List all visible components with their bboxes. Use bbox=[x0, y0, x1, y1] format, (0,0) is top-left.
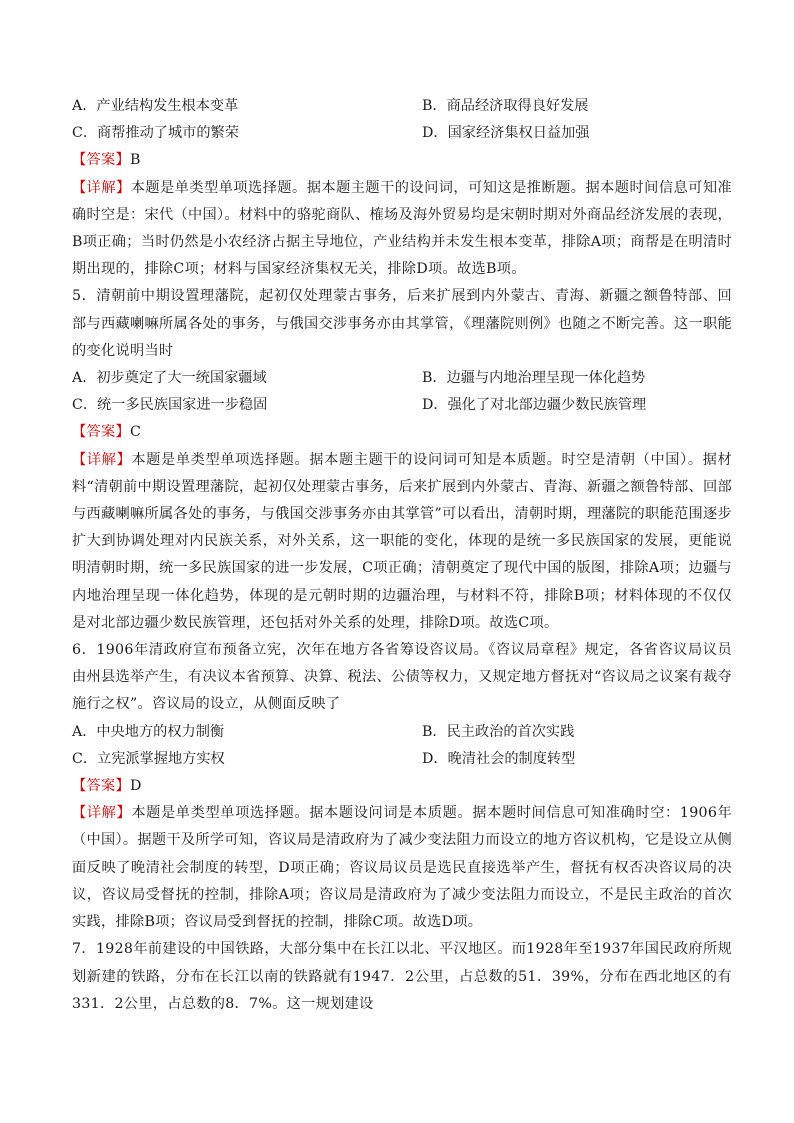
q5-option-a[interactable]: A．初步奠定了大一统国家疆域 bbox=[72, 370, 267, 387]
q4-explanation-text: 本题是单类型单项选择题。据本题主题干的设问词，可知这是推断题。据本题时间信息可知准确时空是：宋代（中国）。材料中的骆驼商队、榷场及海外贸易均是宋朝时期对外商品经济发展的表现，B项正确；当时仍然是小农经济占据主导地位，产业结构并未发生根本变革，排除A项；商帮是在明清时期出现的，排除C项；材料与国家经济集权无关，排除D项。故选B项。 bbox=[72, 179, 732, 278]
q4-options-row-2 bbox=[72, 120, 732, 147]
q5-options-row-2 bbox=[72, 392, 732, 419]
q5-option-d[interactable]: D．强化了对北部边疆少数民族管理 bbox=[422, 397, 647, 414]
q6-options-row-1 bbox=[72, 719, 732, 746]
q5-stem: 5．清朝前中期设置理藩院，起初仅处理蒙古事务，后来扩展到内外蒙古、青海、新疆之额鲁特部、回部与西藏喇嘛所属各处的事务，与俄国交涉事务亦由其掌管，《理藩院则例》也随之不断完善。这一职能的变化说明当时 bbox=[72, 288, 732, 359]
answer-tag: 【答案】 bbox=[72, 152, 130, 169]
q6-answer bbox=[72, 773, 732, 800]
q4-option-d[interactable]: D．国家经济集权日益加强 bbox=[422, 125, 590, 142]
q5-options-row-1 bbox=[72, 365, 732, 392]
q6-option-d[interactable]: D．晚清社会的制度转型 bbox=[422, 750, 576, 767]
q6-option-c[interactable]: C．立宪派掌握地方实权 bbox=[72, 750, 225, 767]
q6-stem: 6．1906年清政府宣布预备立宪，次年在地方各省筹设咨议局。《咨议局章程》规定，各省咨议局议员由州县选举产生，有决议本省预算、决算、税法、公债等权力，又规定地方督抚对“咨议局之议案有裁夺施行之权”。咨议局的设立，从侧面反映了 bbox=[72, 642, 732, 713]
q4-option-a[interactable]: A．产业结构发生根本变革 bbox=[72, 98, 239, 114]
q4-option-c[interactable]: C．商帮推动了城市的繁荣 bbox=[72, 125, 239, 142]
explain-tag: 【详解】 bbox=[72, 805, 132, 822]
q4-options-row-1 bbox=[72, 93, 732, 120]
q4-option-b[interactable]: B．商品经济取得良好发展 bbox=[422, 98, 589, 114]
explain-tag: 【详解】 bbox=[72, 451, 132, 468]
q6-explanation-text: 本题是单类型单项选择题。据本题设问词是本质题。据本题时间信息可知准确时空：1906年（中国）。据题干及所学可知，咨议局是清政府为了减少变法阻力而设立的地方咨议机构，它是设立从侧面反映了晚清社会制度的转型，D项正确；咨议局议员是选民直接选举产生，督抚有权否决咨议局的决议，咨议局受督抚的控制，排除A项；咨议局是清政府为了减少变法阻力而设立，不是民主政治的首次实践，排除B项；咨议局受到督抚的控制，排除C项。故选D项。 bbox=[72, 805, 732, 931]
answer-tag: 【答案】 bbox=[72, 778, 130, 795]
q6-option-a[interactable]: A．中央地方的权力制衡 bbox=[72, 723, 225, 740]
q5-answer bbox=[72, 419, 732, 446]
q6-option-b[interactable]: B．民主政治的首次实践 bbox=[422, 723, 575, 740]
answer-tag: 【答案】 bbox=[72, 424, 130, 441]
exam-page bbox=[72, 93, 732, 1018]
q5-explanation bbox=[72, 447, 732, 637]
q7-stem: 7．1928年前建设的中国铁路，大部分集中在长江以北、平汉地区。而1928年至1937年国民政府所规划新建的铁路，分布在长江以南的铁路就有1947．2公里，占总数的51．39%，分布在西北地区的有331．2公里，占总数的8．7%。这一规划建设 bbox=[72, 941, 732, 1012]
q5-answer-value: C bbox=[129, 424, 142, 441]
q4-answer bbox=[72, 147, 732, 174]
q5-option-b[interactable]: B．边疆与内地治理呈现一体化趋势 bbox=[422, 370, 646, 387]
q5-option-c[interactable]: C．统一多民族国家进一步稳固 bbox=[72, 397, 268, 414]
explain-tag: 【详解】 bbox=[72, 179, 131, 196]
q4-answer-value: B bbox=[129, 152, 141, 169]
q6-options-row-2 bbox=[72, 746, 732, 773]
q4-explanation bbox=[72, 175, 732, 284]
q6-explanation bbox=[72, 800, 732, 936]
q6-answer-value: D bbox=[129, 778, 142, 795]
q5-explanation-text: 本题是单类型单项选择题。据本题主题干的设问词可知是本质题。时空是清朝（中国）。据材料“清朝前中期设置理藩院，起初仅处理蒙古事务，后来扩展到内外蒙古、青海、新疆之额鲁特部、回部与西藏喇嘛所属各处的事务，与俄国交涉事务亦由其掌管”可以看出，清朝时期，理藩院的职能范围逐步扩大到协调处理对内民族关系，对外关系，这一职能的变化，体现的是统一多民族国家的发展，更能说明清朝时期，统一多民族国家的进一步发展，C项正确；清朝奠定了现代中国的版图，排除A项；边疆与内地治理呈现一体化趋势，体现的是元朝时期的边疆治理，与材料不符，排除B项；材料体现的不仅仅是对北部边疆少数民族管理，还包括对外关系的处理，排除D项。故选C项。 bbox=[72, 451, 732, 631]
